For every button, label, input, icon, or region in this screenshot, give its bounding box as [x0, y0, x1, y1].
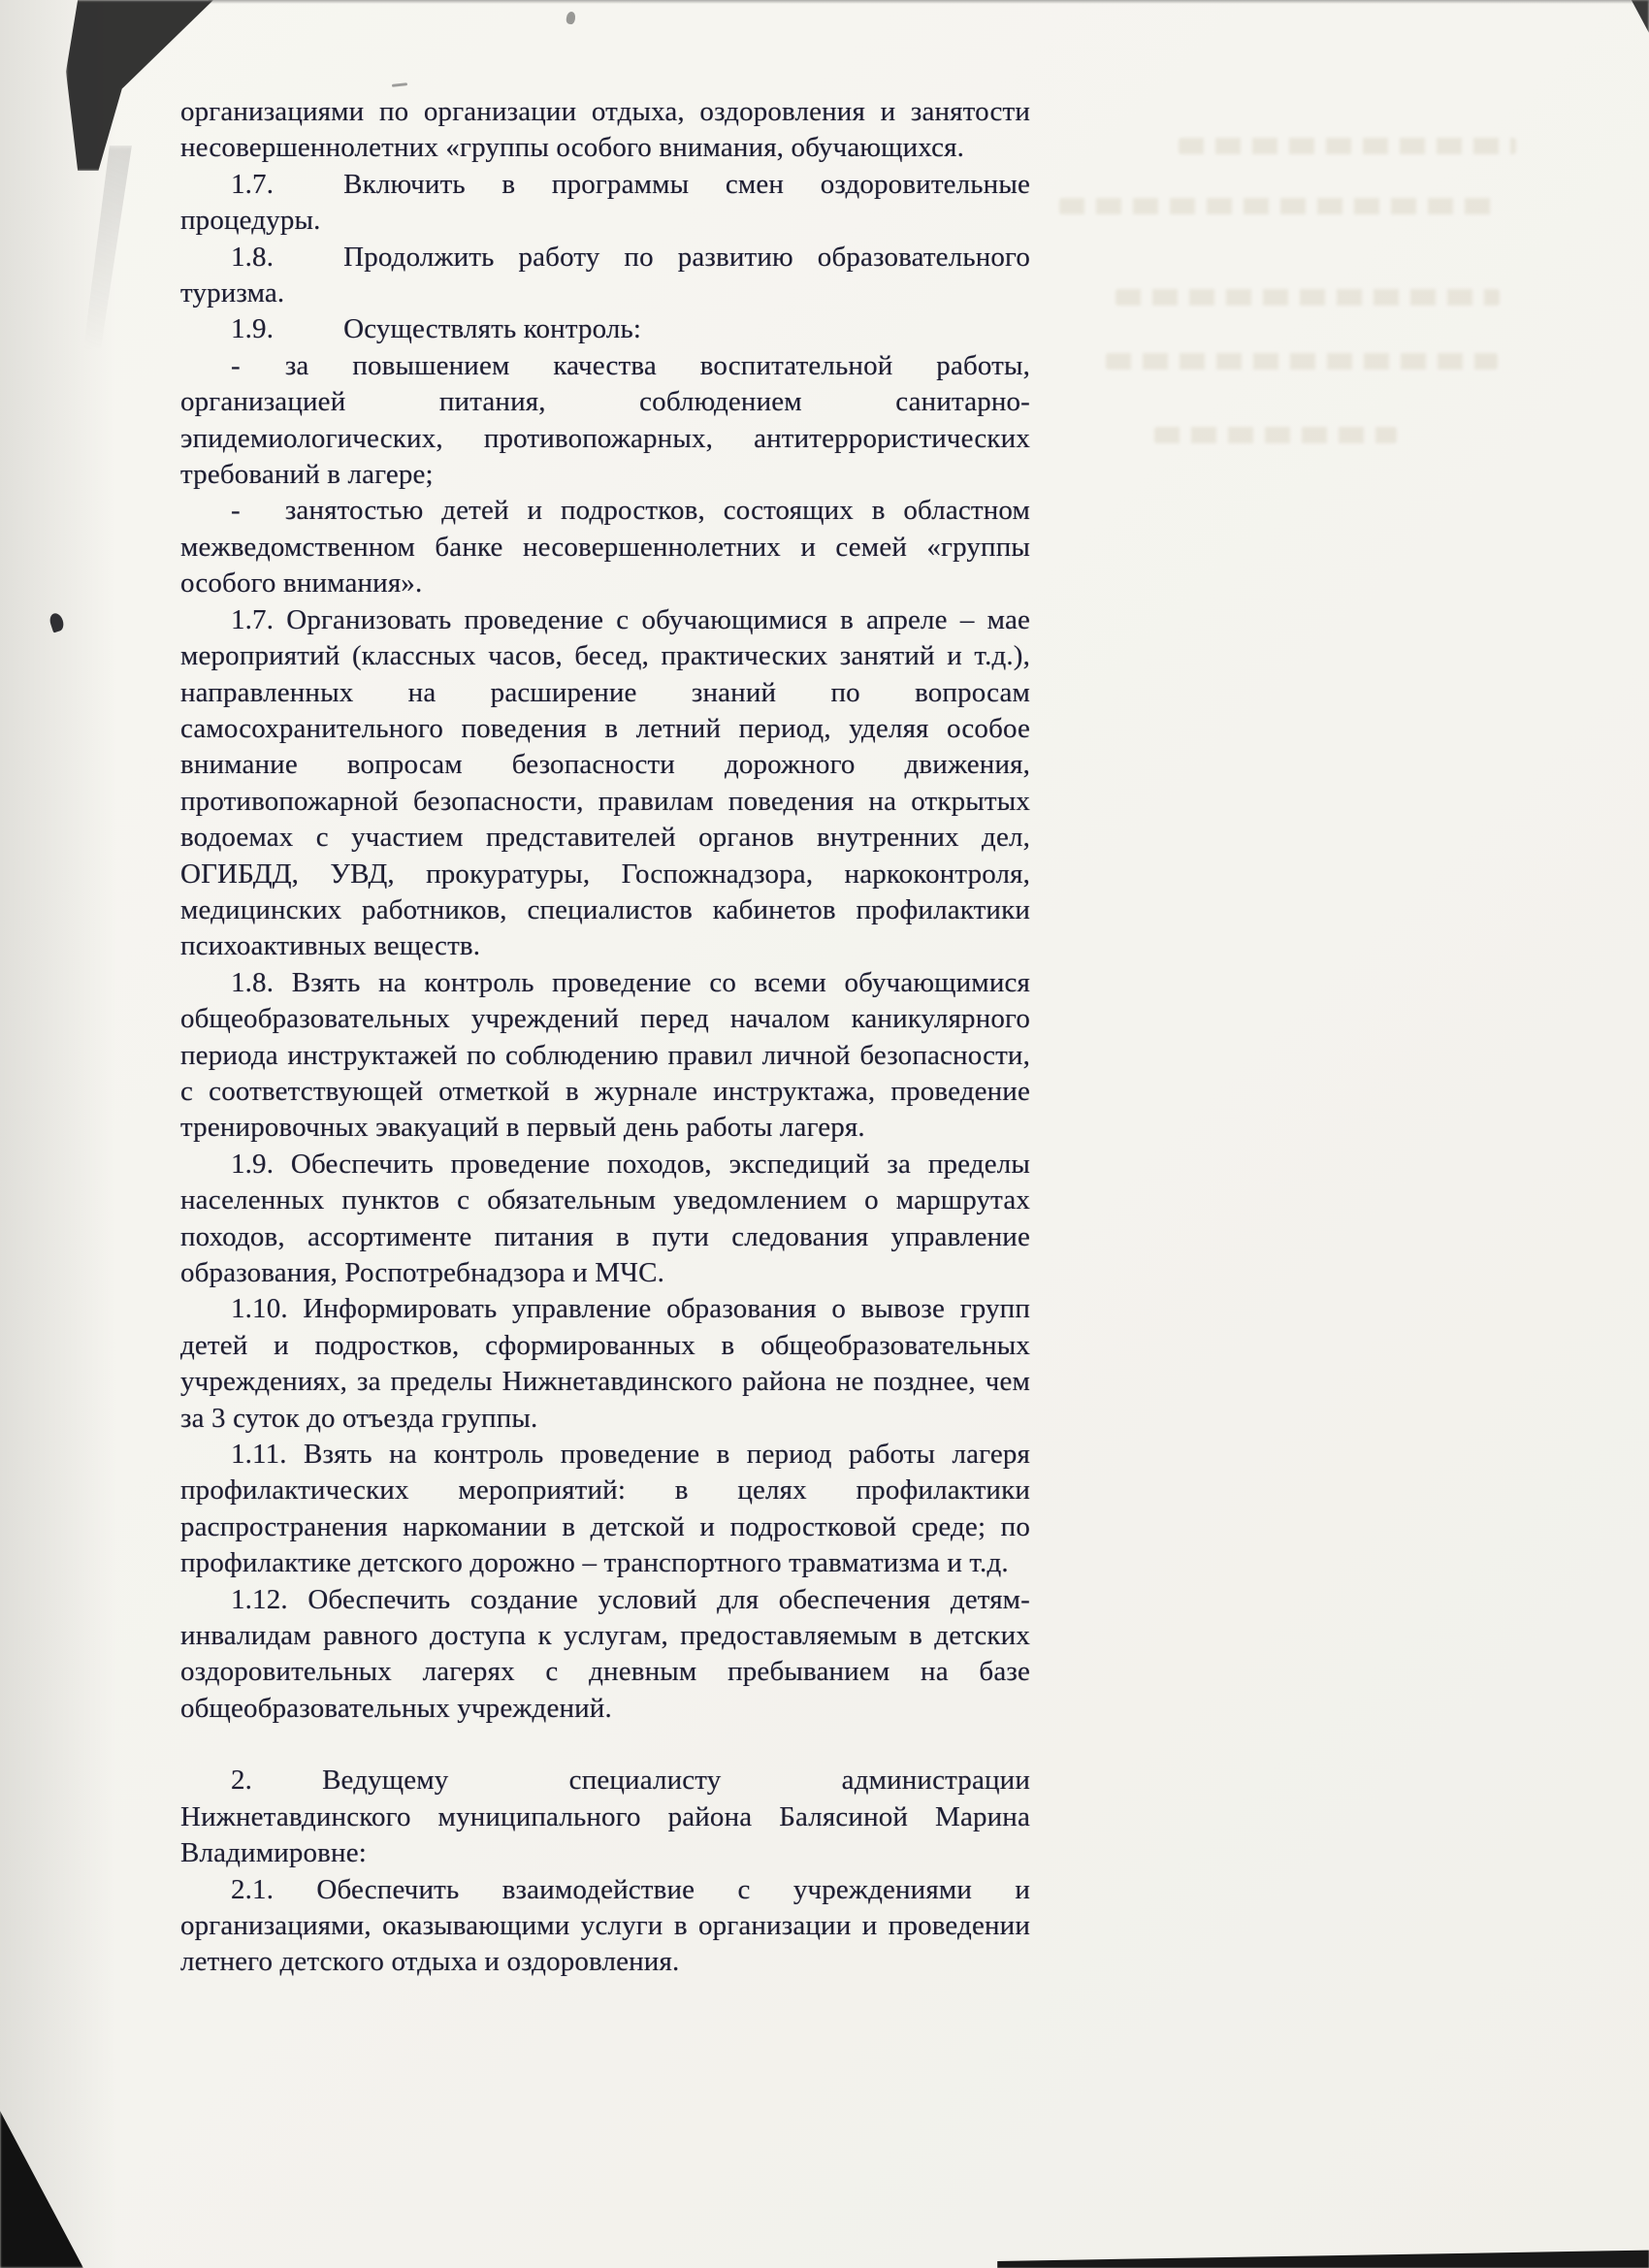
scan-artifact-corner-smear	[83, 146, 146, 349]
scan-artifact-stray-dash	[392, 82, 407, 87]
scan-artifact-top-edge	[209, 0, 1649, 4]
item-number: 1.9.	[231, 313, 275, 345]
item-number: -	[231, 495, 241, 527]
paragraph-text: 1.7. Организовать проведение с обучающимися в апреле – мае мероприятий (классных часов, бесед, практических занятий и т.д.), направленных на расширение знаний по вопросам самосохранительного поведения в летний период, уделяя особое внимание вопросам безопасности дорожного движения, противопожарной безопасности, правилам поведения на открытых водоемах с участием представителей органов внутренних дел, ОГИБДД, УВД, прокуратуры, Госпожнадзора, наркоконтроля, медицинских работников, специалистов кабинетов профилактики психоактивных веществ.	[180, 603, 1030, 962]
paragraph	[180, 1872, 1030, 1981]
paragraph-text: Осуществлять контроль:	[343, 313, 642, 345]
paragraph-text: организациями по организации отдыха, оздоровления и занятости несовершеннолетних «группы особого внимания, обучающихся.	[180, 96, 1030, 164]
bleed-through-line	[1059, 198, 1498, 214]
paragraph-text: Продолжить работу по развитию образовательного туризма.	[180, 241, 1030, 309]
bleed-through-line	[1154, 427, 1397, 443]
item-number: 1.7.	[231, 168, 275, 200]
paragraph-text: 1.8. Взять на контроль проведение со всеми обучающимися общеобразовательных учреждений перед началом каникулярного периода инструктажей по соблюдению правил личной безопасности, с соответствующей отметкой в журнале инструктажа, проведение тренировочных эвакуаций в первый день работы лагеря.	[180, 966, 1030, 1144]
paragraph	[180, 1582, 1030, 1728]
paragraph	[180, 602, 1030, 965]
paragraph	[180, 94, 1030, 167]
paragraph	[180, 1147, 1030, 1292]
bleed-through-line	[1106, 353, 1498, 370]
document-text	[180, 94, 1030, 1981]
paragraph-text: 1.10. Информировать управление образования о вывозе групп детей и подростков, сформированных в общеобразовательных учреждениях, за пределы Нижнетавдинского района не позднее, чем за 3 суток до отъезда группы.	[180, 1293, 1030, 1434]
paragraph-text: за повышением качества воспитательной работы, организацией питания, соблюдением санитарно-эпидемиологических, противопожарных, антитеррористических требований в лагере;	[180, 349, 1030, 491]
bleed-through-line	[1179, 138, 1516, 154]
scan-artifact-stray-mark	[566, 11, 576, 24]
item-number: -	[231, 349, 241, 381]
paragraph-text: 1.9. Обеспечить проведение походов, экспедиций за пределы населенных пунктов с обязательным уведомлением о маршрутах походов, ассортименте питания в пути следования управление образования, Роспотребнадзора и МЧС.	[180, 1148, 1030, 1288]
scan-artifact-corner-top-right	[1624, 0, 1649, 33]
scan-artifact-bottom-streak	[997, 2249, 1649, 2268]
paragraph-text: занятостью детей и подростков, состоящих в областном межведомственном банке несовершеннолетних и семей «группы особого внимания».	[180, 495, 1030, 599]
paragraph	[180, 167, 1030, 240]
paragraph	[180, 1763, 1030, 1871]
paragraph-text: Ведущему специалисту администрации Нижнетавдинского муниципального района Балясиной Марина Владимировне:	[180, 1765, 1030, 1869]
dash-item	[180, 493, 1030, 601]
paragraph-text: 1.12. Обеспечить создание условий для обеспечения детям-инвалидам равного доступа к услугам, предоставляемым в детских оздоровительных лагерях с дневным пребыванием на базе общеобразовательных учреждений.	[180, 1583, 1030, 1724]
paragraph-text: Включить в программы смен оздоровительные процедуры.	[180, 168, 1030, 237]
paragraph	[180, 1437, 1030, 1582]
dash-item	[180, 348, 1030, 494]
scan-artifact-corner-bottom-left	[0, 2093, 83, 2268]
paragraph-text: 1.11. Взять на контроль проведение в период работы лагеря профилактических мероприятий: в целях профилактики распространения наркомании в детской и подростковой среде; по профилактике детского дорожно – транспортного травматизма и т.д.	[180, 1439, 1030, 1579]
paragraph-text: 2.1. Обеспечить взаимодействие с учреждениями и организациями, оказывающими услуги в организации и проведении летнего детского отдыха и оздоровления.	[180, 1873, 1030, 1978]
paragraph	[180, 240, 1030, 312]
item-number: 1.8.	[231, 241, 275, 273]
paragraph	[180, 311, 1030, 347]
paragraph	[180, 1291, 1030, 1437]
bleed-through-line	[1116, 289, 1500, 306]
scan-artifact-left-edge-mark	[48, 611, 65, 632]
paragraph	[180, 965, 1030, 1147]
item-number: 2.	[231, 1765, 253, 1797]
